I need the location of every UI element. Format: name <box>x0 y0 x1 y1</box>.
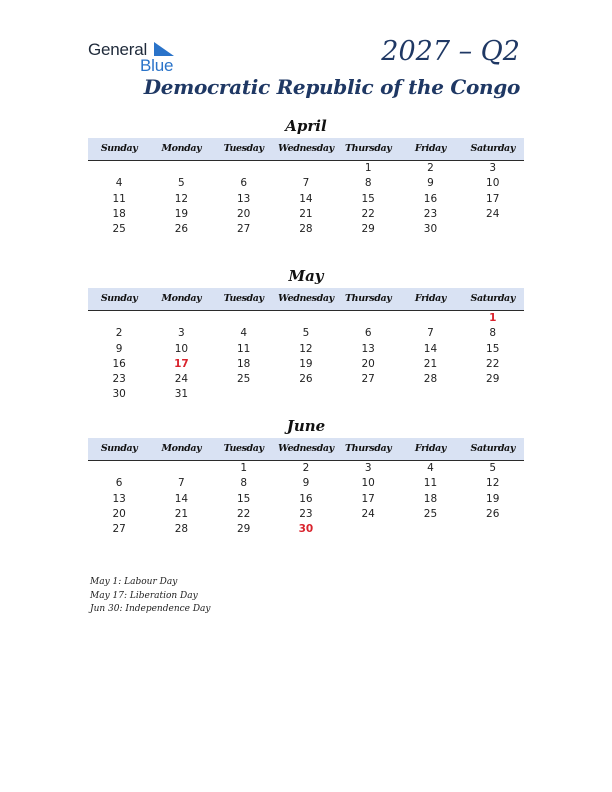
day-cell: 23 <box>112 373 126 386</box>
month-title: May <box>288 267 324 285</box>
day-cell: 21 <box>174 507 189 520</box>
day-cell <box>88 461 150 476</box>
week-row <box>88 311 524 326</box>
day-cell: 10 <box>174 342 189 355</box>
day-cell <box>462 522 524 537</box>
weekday-label: Saturday <box>470 443 515 454</box>
day-cell: 3 <box>489 162 497 174</box>
day-cell: 22 <box>486 357 500 370</box>
day-cell: 26 <box>486 507 500 520</box>
day-cell <box>337 522 399 537</box>
day-cell: 25 <box>236 373 251 386</box>
day-cell: 7 <box>302 177 310 190</box>
logo-blue-text: Blue <box>140 56 174 75</box>
weekday-label: Wednesday <box>278 443 334 454</box>
day-cell: 29 <box>236 523 251 536</box>
day-cell: 18 <box>236 357 251 370</box>
day-cell: 8 <box>240 477 247 490</box>
day-cell: 17 <box>486 192 500 205</box>
day-cell: 25 <box>423 507 438 520</box>
day-cell: 27 <box>112 523 126 536</box>
month-title: June <box>286 417 326 435</box>
day-cell <box>399 522 461 537</box>
day-cell: 9 <box>427 177 434 190</box>
day-cell: 6 <box>115 477 123 490</box>
day-cell: 27 <box>236 223 251 236</box>
month-title: April <box>285 117 327 135</box>
weekday-label: Monday <box>161 143 202 154</box>
day-cell: 3 <box>364 462 372 474</box>
day-cell: 7 <box>178 477 185 490</box>
generalblue-logo <box>88 40 188 76</box>
day-cell: 15 <box>361 192 375 205</box>
week-row <box>88 222 524 237</box>
day-cell: 4 <box>115 177 123 190</box>
weekday-label: Sunday <box>100 293 138 304</box>
day-cell: 17 <box>361 492 375 505</box>
week-row <box>88 476 524 491</box>
week-row <box>88 507 524 522</box>
month-grid <box>88 161 524 237</box>
day-cell: 16 <box>112 357 126 370</box>
day-cell: 25 <box>112 223 126 236</box>
day-cell: 22 <box>361 207 375 220</box>
day-cell: 1 <box>240 462 247 474</box>
day-cell: 30 <box>298 523 314 536</box>
month-april <box>88 116 524 237</box>
day-cell: 5 <box>489 462 497 474</box>
day-cell: 29 <box>361 223 375 236</box>
day-cell <box>88 161 150 176</box>
day-cell: 6 <box>364 327 372 340</box>
day-cell: 1 <box>364 162 372 174</box>
day-cell: 14 <box>299 192 313 205</box>
day-cell: 28 <box>299 223 313 236</box>
day-cell: 13 <box>361 342 375 355</box>
day-cell: 30 <box>423 223 438 236</box>
day-cell: 4 <box>240 327 247 340</box>
day-cell: 2 <box>302 462 310 474</box>
day-cell <box>275 161 337 176</box>
logo-general-text: General <box>88 40 148 59</box>
day-cell: 26 <box>299 373 313 386</box>
day-cell: 24 <box>486 207 500 220</box>
day-cell: 11 <box>112 192 126 205</box>
day-cell: 15 <box>236 492 251 505</box>
weekday-label: Thursday <box>345 143 392 154</box>
day-cell <box>462 222 524 237</box>
month-may <box>88 266 524 403</box>
month-grid <box>88 311 524 403</box>
day-cell: 19 <box>174 207 189 220</box>
weekday-label: Tuesday <box>223 443 264 454</box>
day-cell: 29 <box>486 373 500 386</box>
day-cell: 1 <box>489 312 497 324</box>
day-cell: 18 <box>423 492 438 505</box>
day-cell: 2 <box>427 162 434 174</box>
day-cell: 12 <box>486 477 500 490</box>
week-row <box>88 207 524 222</box>
day-cell: 17 <box>174 357 189 370</box>
weekday-label: Monday <box>161 443 202 454</box>
week-row <box>88 522 524 537</box>
day-cell: 20 <box>361 357 375 370</box>
day-cell: 3 <box>178 327 185 340</box>
day-cell: 24 <box>361 507 375 520</box>
weekday-label: Tuesday <box>223 143 264 154</box>
day-cell: 9 <box>115 342 123 355</box>
week-row <box>88 326 524 341</box>
day-cell: 23 <box>299 507 313 520</box>
day-cell <box>150 461 212 476</box>
day-cell <box>399 311 461 326</box>
month-june <box>88 416 524 537</box>
day-cell: 28 <box>174 523 189 536</box>
weekday-label: Sunday <box>100 143 138 154</box>
weekday-label: Saturday <box>470 293 515 304</box>
week-row <box>88 192 524 207</box>
day-cell: 19 <box>299 357 313 370</box>
day-cell <box>399 387 461 402</box>
day-cell: 8 <box>364 177 372 190</box>
day-cell: 11 <box>236 342 251 355</box>
weekday-label: Thursday <box>345 443 392 454</box>
weekday-header <box>88 138 524 161</box>
weekday-label: Tuesday <box>223 293 264 304</box>
day-cell: 5 <box>178 177 185 190</box>
weekday-label: Thursday <box>345 293 392 304</box>
holiday-notes <box>90 576 211 617</box>
week-row <box>88 357 524 372</box>
day-cell: 12 <box>299 342 313 355</box>
day-cell: 18 <box>112 207 126 220</box>
holiday-note: May 1: Labour Day <box>90 577 178 587</box>
weekday-header <box>88 288 524 311</box>
day-cell: 14 <box>174 492 189 505</box>
day-cell: 23 <box>423 207 438 220</box>
day-cell: 24 <box>174 373 189 386</box>
day-cell <box>337 311 399 326</box>
day-cell <box>213 311 275 326</box>
day-cell <box>213 387 275 402</box>
day-cell: 14 <box>423 342 438 355</box>
week-row <box>88 372 524 387</box>
weekday-label: Saturday <box>470 143 515 154</box>
week-row <box>88 387 524 402</box>
day-cell: 22 <box>236 507 251 520</box>
week-row <box>88 461 524 476</box>
day-cell: 16 <box>299 492 313 505</box>
day-cell: 15 <box>486 342 500 355</box>
day-cell: 6 <box>240 177 247 190</box>
day-cell: 10 <box>486 177 500 190</box>
holiday-note: May 17: Liberation Day <box>90 590 198 601</box>
day-cell: 20 <box>236 207 251 220</box>
day-cell: 21 <box>423 357 438 370</box>
weekday-label: Wednesday <box>278 293 334 304</box>
day-cell: 5 <box>302 327 310 340</box>
day-cell <box>150 311 212 326</box>
day-cell: 9 <box>302 477 310 490</box>
day-cell: 26 <box>174 223 189 236</box>
weekday-label: Sunday <box>100 443 138 454</box>
day-cell: 13 <box>112 492 126 505</box>
day-cell <box>462 387 524 402</box>
weekday-label: Friday <box>414 143 447 154</box>
holiday-note: Jun 30: Independence Day <box>90 604 211 614</box>
day-cell: 8 <box>489 327 497 340</box>
day-cell <box>213 161 275 176</box>
day-cell: 20 <box>112 507 126 520</box>
week-row <box>88 342 524 357</box>
day-cell <box>275 311 337 326</box>
weekday-label: Friday <box>414 443 447 454</box>
week-row <box>88 161 524 176</box>
day-cell <box>150 161 212 176</box>
day-cell: 4 <box>427 462 434 474</box>
day-cell: 12 <box>174 192 189 205</box>
day-cell: 10 <box>361 477 375 490</box>
country-title: Democratic Republic of the Congo <box>143 75 520 99</box>
day-cell: 7 <box>427 327 434 340</box>
day-cell: 31 <box>174 388 189 401</box>
quarter-title: 2027 – Q2 <box>381 36 520 67</box>
day-cell: 2 <box>115 327 123 340</box>
day-cell: 27 <box>361 373 375 386</box>
day-cell: 11 <box>423 477 438 490</box>
week-row <box>88 176 524 191</box>
day-cell <box>275 387 337 402</box>
day-cell: 19 <box>486 492 500 505</box>
weekday-label: Wednesday <box>278 143 334 154</box>
day-cell: 30 <box>112 388 126 401</box>
day-cell: 28 <box>423 373 438 386</box>
week-row <box>88 492 524 507</box>
day-cell <box>88 311 150 326</box>
weekday-header <box>88 438 524 461</box>
weekday-label: Friday <box>414 293 447 304</box>
weekday-label: Monday <box>161 293 202 304</box>
day-cell: 21 <box>299 207 313 220</box>
day-cell: 13 <box>236 192 251 205</box>
day-cell <box>337 387 399 402</box>
day-cell: 16 <box>423 192 438 205</box>
month-grid <box>88 461 524 537</box>
